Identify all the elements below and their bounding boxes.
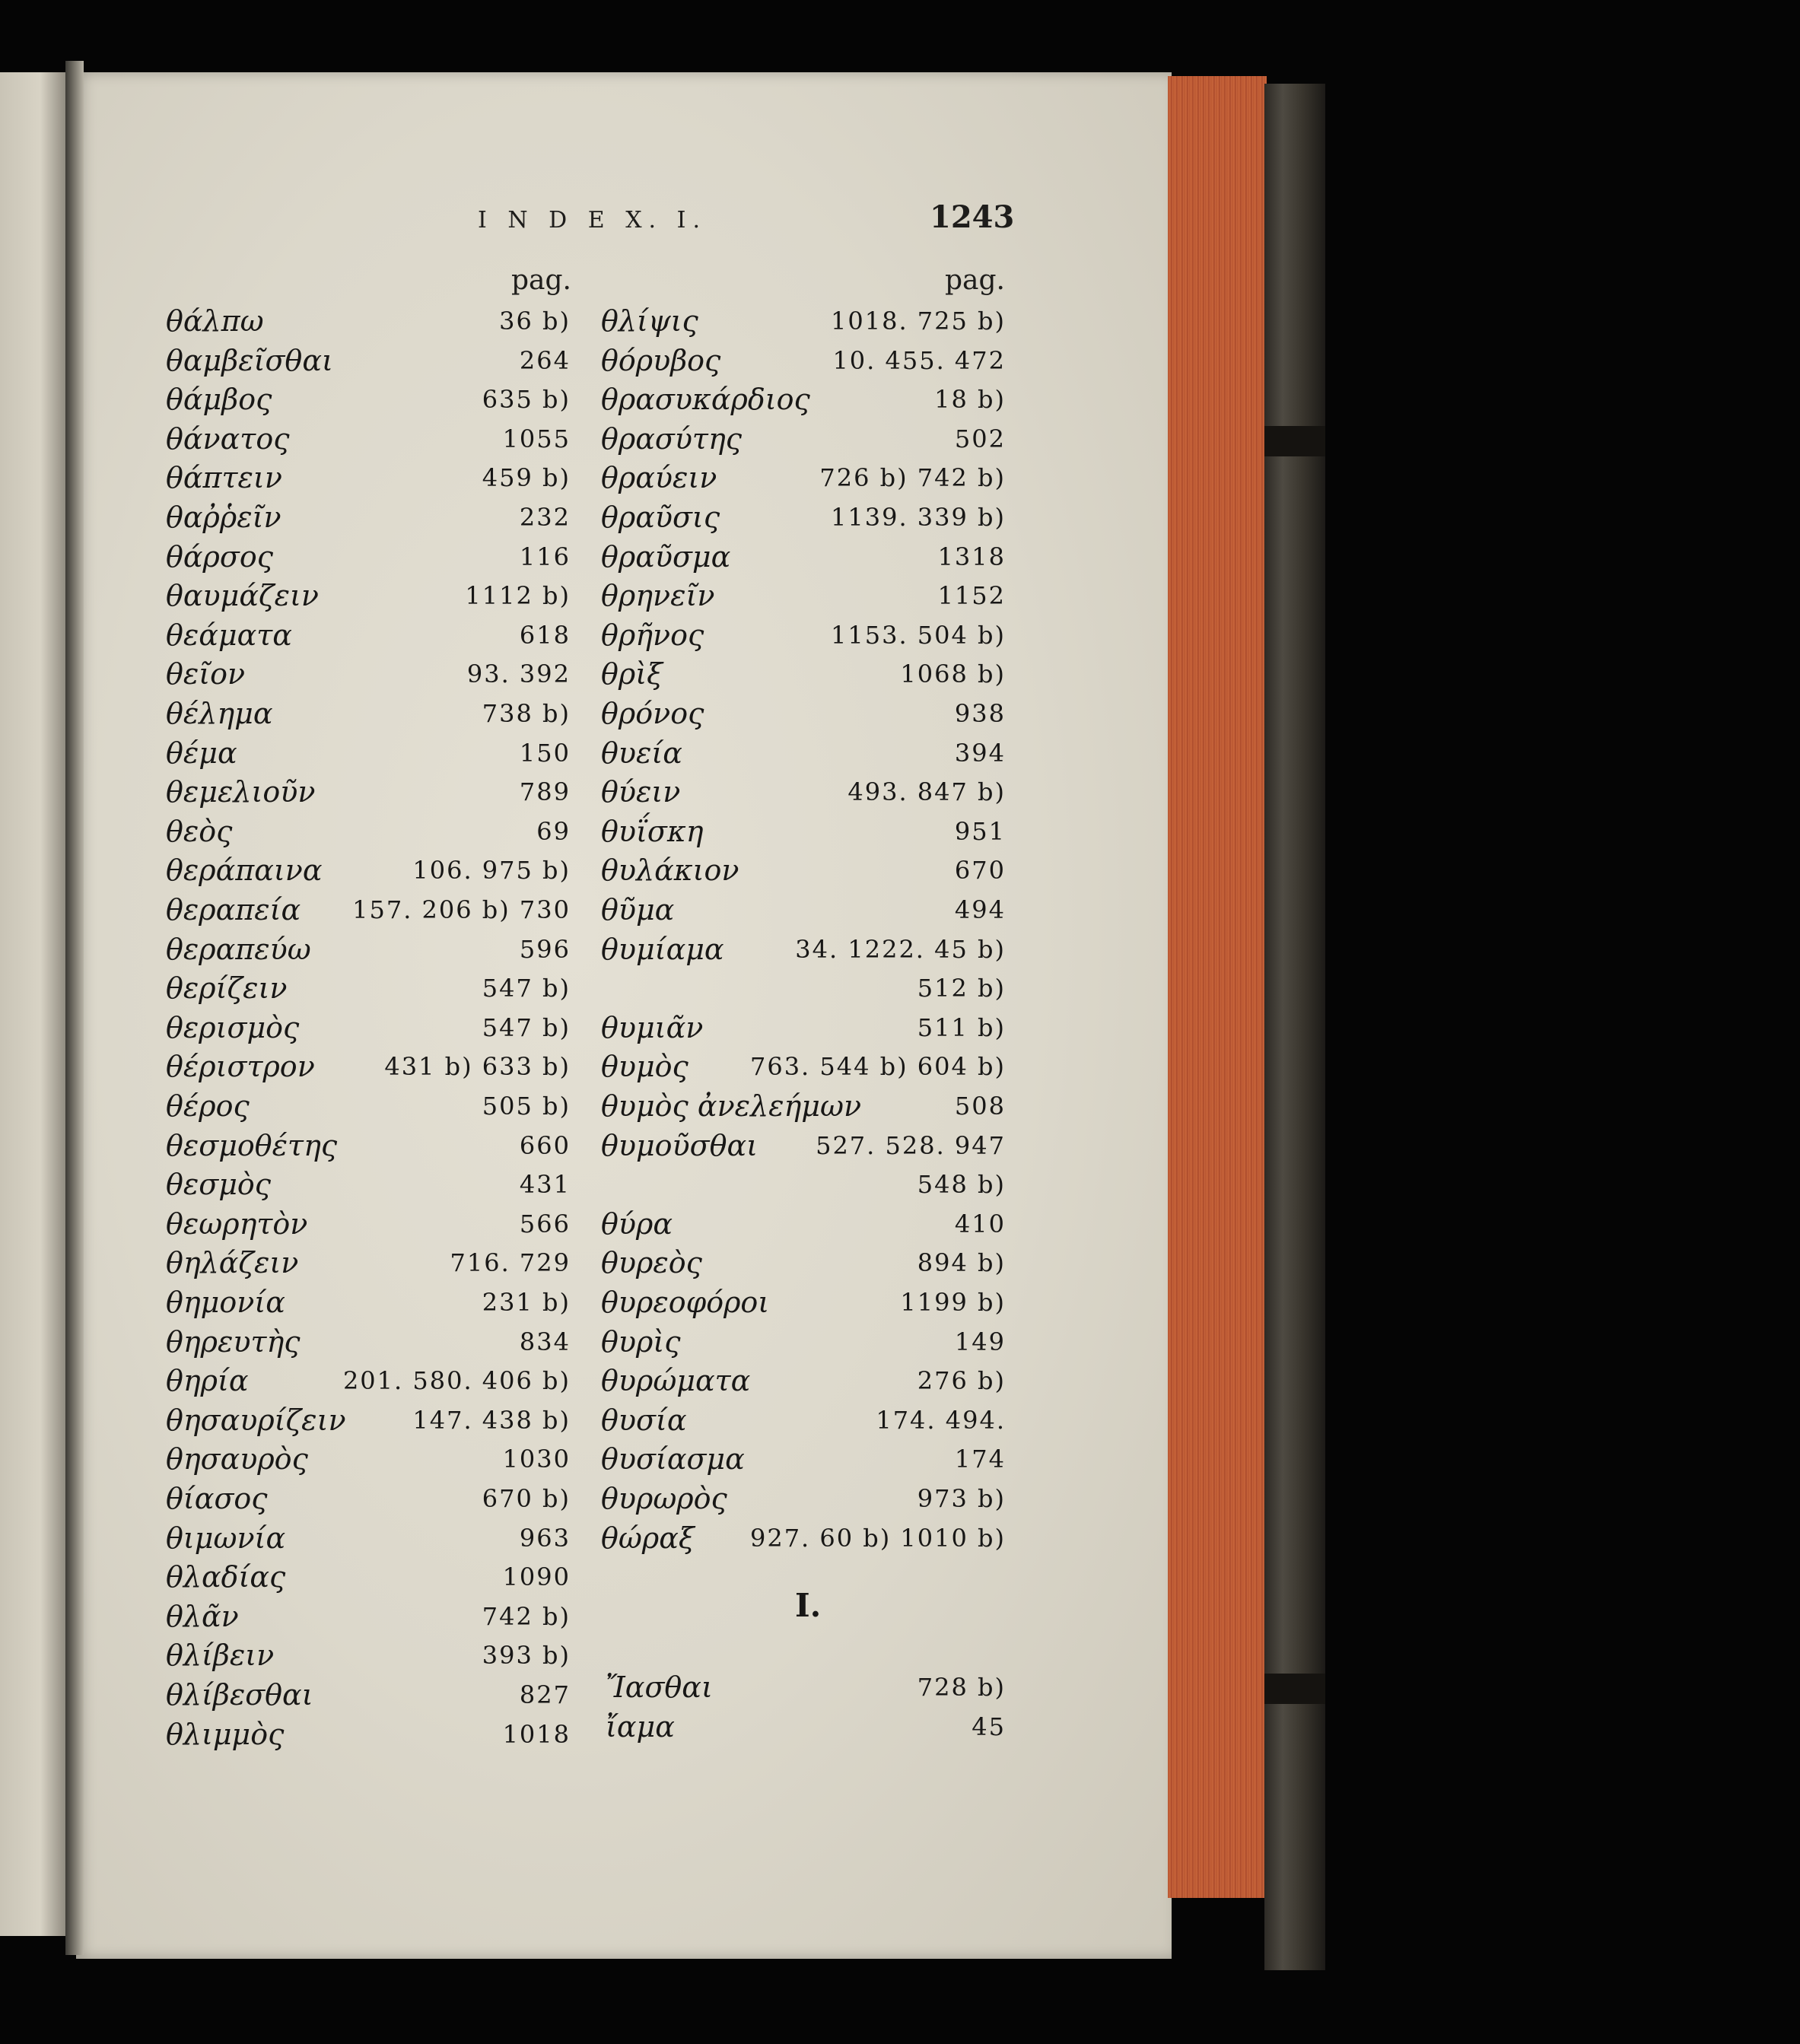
- index-entry: [601, 850, 1006, 890]
- entry-page-ref: 670: [954, 856, 1006, 885]
- entry-term: θημονία: [166, 1286, 285, 1319]
- entry-page-ref: 502: [954, 424, 1006, 453]
- entry-page-ref: 670 b): [482, 1484, 571, 1513]
- entry-term: θυΐσκη: [601, 814, 704, 848]
- entry-term: θρόνος: [601, 697, 704, 730]
- entry-term: θέρος: [166, 1089, 250, 1123]
- entry-page-ref: 116: [519, 542, 571, 571]
- index-entry: [601, 419, 1006, 459]
- entry-page-ref: 763. 544 b) 604 b): [749, 1052, 1006, 1082]
- facing-page-edge: [0, 72, 67, 1936]
- entry-page-ref: 660: [519, 1130, 571, 1160]
- index-entry: [166, 1086, 571, 1126]
- entry-term: θάρσος: [166, 539, 273, 574]
- index-entry: [166, 1126, 571, 1165]
- index-entry: [166, 576, 571, 615]
- entry-page-ref: 36 b): [499, 307, 571, 335]
- entry-term: θυμὸς: [601, 1050, 689, 1084]
- index-entry: [601, 890, 1006, 930]
- index-entry: [166, 1636, 571, 1675]
- entry-page-ref: 635 b): [482, 385, 571, 415]
- entry-term: θέμα: [166, 736, 237, 770]
- entry-page-ref: 93. 392: [466, 660, 571, 689]
- section-heading: I.: [795, 1587, 822, 1624]
- entry-page-ref: 1055: [502, 424, 571, 453]
- entry-term: θηλάζειν: [166, 1246, 299, 1280]
- entry-page-ref: 716. 729: [450, 1248, 571, 1278]
- index-entry: [601, 1283, 1006, 1322]
- entry-page-ref: 232: [519, 503, 571, 532]
- entry-page-ref: 1153. 504 b): [831, 620, 1006, 650]
- entry-term: θαμβεῖσθαι: [166, 343, 333, 377]
- entry-page-ref: 174: [954, 1445, 1006, 1474]
- entry-term: θεῖον: [166, 657, 246, 691]
- entry-term: θραῦσις: [601, 501, 720, 534]
- left-column-header: pag.: [511, 265, 571, 296]
- index-entry: [166, 1008, 571, 1047]
- entry-term: θηρευτὴς: [166, 1324, 301, 1359]
- entry-page-ref: 34. 1222. 45 b): [795, 934, 1006, 964]
- index-entry: [166, 890, 571, 930]
- entry-term: θεάματα: [166, 618, 292, 652]
- index-entry: [166, 1204, 571, 1244]
- entry-term: θρασύτης: [601, 421, 742, 456]
- entry-term: θησαυρὸς: [166, 1442, 308, 1477]
- entry-term: θυρωρὸς: [601, 1482, 727, 1515]
- entry-term: θάπτειν: [166, 461, 282, 495]
- index-entry: [166, 419, 571, 459]
- entry-page-ref: 738 b): [482, 699, 571, 728]
- index-entry: [166, 1047, 571, 1086]
- entry-term: θυρὶς: [601, 1324, 681, 1359]
- entry-term: θυλάκιον: [601, 854, 739, 888]
- index-entry: [601, 301, 1006, 341]
- index-entry: [601, 930, 1006, 969]
- entry-term: θαυμάζειν: [166, 579, 319, 613]
- entry-page-ref: 147. 438 b): [412, 1405, 571, 1435]
- entry-term: θυρώματα: [601, 1364, 751, 1398]
- right-column-header: pag.: [945, 265, 1005, 296]
- entry-term: θόρυβος: [601, 343, 721, 377]
- entry-term: θυμοῦσθαι: [601, 1128, 758, 1162]
- index-entry: [166, 537, 571, 577]
- index-entry: [601, 1008, 1006, 1047]
- entry-page-ref: 45: [972, 1712, 1006, 1741]
- index-entry: [166, 1675, 571, 1715]
- entry-page-ref: 1318: [937, 542, 1006, 571]
- entry-page-ref: 1030: [502, 1445, 571, 1474]
- index-entry: [166, 1165, 571, 1204]
- index-entry: [601, 497, 1006, 537]
- entry-term: θάνατος: [166, 421, 290, 456]
- index-entry: [166, 1361, 571, 1400]
- entry-term: θρὶξ: [601, 657, 663, 691]
- index-entry: [166, 968, 571, 1008]
- index-entry: [166, 1322, 571, 1362]
- entry-term: θύειν: [601, 775, 681, 809]
- index-entry: [166, 850, 571, 890]
- book-gutter: [65, 61, 84, 1955]
- entry-page-ref: 927. 60 b) 1010 b): [749, 1523, 1006, 1553]
- index-entry: [601, 968, 1006, 1008]
- entry-term: θλαδίας: [166, 1560, 286, 1594]
- entry-page-ref: 459 b): [482, 463, 571, 493]
- index-entry: [166, 812, 571, 851]
- index-entry: [601, 615, 1006, 655]
- red-page-edges: [1168, 76, 1267, 1898]
- index-entry: [606, 1667, 1006, 1707]
- entry-page-ref: 157. 206 b) 730: [352, 895, 571, 924]
- entry-term: θρασυκάρδιος: [601, 383, 810, 417]
- entry-page-ref: 834: [519, 1327, 571, 1356]
- entry-term: θυμὸς ἀνελεήμων: [601, 1089, 862, 1123]
- entry-page-ref: 951: [954, 816, 1006, 846]
- index-entry: [601, 654, 1006, 694]
- entry-term: θεράπαινα: [166, 854, 323, 888]
- entry-page-ref: 1068 b): [900, 660, 1006, 689]
- index-entry: [166, 930, 571, 969]
- entry-term: θρηνεῖν: [601, 579, 715, 613]
- entry-page-ref: 789: [519, 777, 571, 807]
- index-entry: [601, 576, 1006, 615]
- entry-page-ref: 493. 847 b): [848, 777, 1006, 807]
- entry-page-ref: 963: [519, 1523, 571, 1553]
- entry-term: θυρεὸς: [601, 1246, 702, 1280]
- entry-page-ref: 1139. 339 b): [831, 503, 1006, 532]
- entry-term: θώραξ: [601, 1521, 695, 1555]
- entry-page-ref: 264: [519, 345, 571, 375]
- entry-page-ref: 1152: [937, 581, 1006, 611]
- entry-term: θεμελιοῦν: [166, 775, 316, 809]
- entry-term: θάλπω: [166, 304, 264, 338]
- entry-term: θλιμμὸς: [166, 1717, 285, 1751]
- index-entry: [601, 458, 1006, 497]
- index-entry: [601, 1086, 1006, 1126]
- entry-term: θέλημα: [166, 697, 273, 730]
- entry-term: θησαυρίζειν: [166, 1403, 346, 1437]
- entry-term: θλίψις: [601, 304, 698, 338]
- entry-term: θερισμὸς: [166, 1010, 300, 1044]
- entry-page-ref: 410: [954, 1209, 1006, 1238]
- entry-page-ref: 394: [954, 738, 1006, 768]
- entry-term: θέριστρον: [166, 1050, 315, 1084]
- index-entry: [166, 654, 571, 694]
- entry-term: θυσίασμα: [601, 1442, 745, 1477]
- entry-page-ref: 431 b) 633 b): [384, 1052, 571, 1082]
- index-entry: [166, 301, 571, 341]
- entry-term: θιμωνία: [166, 1521, 286, 1555]
- entry-term: θραῦσμα: [601, 539, 731, 574]
- entry-page-ref: 431: [519, 1170, 571, 1200]
- index-entry: [601, 537, 1006, 577]
- entry-term: ἴαμα: [606, 1709, 675, 1744]
- entry-page-ref: 827: [519, 1680, 571, 1709]
- index-entry: [166, 1400, 571, 1440]
- entry-page-ref: 69: [536, 816, 571, 846]
- index-entry: [601, 1204, 1006, 1244]
- entry-page-ref: 527. 528. 947: [816, 1130, 1006, 1160]
- index-entry: [601, 1400, 1006, 1440]
- spine-band: [1264, 426, 1325, 456]
- index-entry: [166, 1597, 571, 1636]
- index-entry: [166, 1518, 571, 1558]
- entry-term: θλᾶν: [166, 1599, 239, 1633]
- index-entry: [166, 341, 571, 380]
- entry-term: θάμβος: [166, 383, 272, 417]
- entry-page-ref: 18 b): [934, 385, 1006, 415]
- entry-page-ref: 174. 494.: [876, 1405, 1006, 1435]
- index-entry: [166, 1715, 571, 1754]
- entry-term: θίασος: [166, 1482, 268, 1515]
- entry-page-ref: 938: [954, 699, 1006, 728]
- entry-page-ref: 505 b): [482, 1092, 571, 1121]
- entry-page-ref: 106. 975 b): [412, 856, 571, 885]
- entry-page-ref: 149: [954, 1327, 1006, 1356]
- entry-page-ref: 508: [954, 1092, 1006, 1121]
- index-entry: [601, 380, 1006, 419]
- entry-term: θερίζειν: [166, 971, 288, 1006]
- index-entry: [601, 1439, 1006, 1479]
- index-entry: [166, 1243, 571, 1283]
- index-entry: [166, 497, 571, 537]
- entry-page-ref: 894 b): [917, 1248, 1006, 1278]
- entry-term: θεωρητὸν: [166, 1206, 308, 1241]
- entry-term: θυεία: [601, 736, 682, 770]
- entry-term: θαῤῥεῖν: [166, 501, 281, 534]
- index-entry: [166, 1283, 571, 1322]
- index-entry: [601, 1126, 1006, 1165]
- entry-page-ref: 726 b) 742 b): [819, 463, 1006, 493]
- entry-term: θῦμα: [601, 893, 675, 927]
- entry-page-ref: 547 b): [482, 1012, 571, 1042]
- index-entry: [166, 772, 571, 812]
- index-entry: [601, 812, 1006, 851]
- index-entry: [601, 1243, 1006, 1283]
- entry-term: θυρεοφόροι: [601, 1286, 770, 1319]
- entry-term: θλίβεσθαι: [166, 1678, 313, 1712]
- entry-page-ref: 973 b): [917, 1484, 1006, 1513]
- index-entry: [166, 1479, 571, 1518]
- spine-band: [1264, 1674, 1325, 1704]
- entry-page-ref: 1018. 725 b): [831, 307, 1006, 335]
- entry-page-ref: 511 b): [917, 1012, 1006, 1042]
- index-entry: [601, 694, 1006, 733]
- entry-page-ref: 742 b): [482, 1601, 571, 1631]
- entry-page-ref: 1199 b): [900, 1288, 1006, 1317]
- index-entry: [606, 1707, 1006, 1747]
- entry-page-ref: 1112 b): [465, 581, 571, 611]
- entry-term: θραύειν: [601, 461, 717, 495]
- index-entry: [601, 1322, 1006, 1362]
- entry-term: Ἴασθαι: [606, 1670, 713, 1704]
- entry-page-ref: 728 b): [917, 1673, 1006, 1702]
- index-entry: [601, 1165, 1006, 1204]
- entry-page-ref: 494: [954, 895, 1006, 924]
- index-entry: [601, 772, 1006, 812]
- entry-term: θεσμὸς: [166, 1168, 272, 1202]
- entry-term: θυμίαμα: [601, 932, 724, 966]
- entry-page-ref: 566: [519, 1209, 571, 1238]
- entry-page-ref: 276 b): [917, 1366, 1006, 1396]
- entry-term: θεραπεία: [166, 893, 301, 927]
- entry-term: θεσμοθέτης: [166, 1128, 338, 1162]
- entry-page-ref: 596: [519, 934, 571, 964]
- entry-page-ref: 393 b): [482, 1641, 571, 1670]
- entry-page-ref: 231 b): [482, 1288, 571, 1317]
- index-entry: [601, 733, 1006, 773]
- index-entry: [166, 380, 571, 419]
- entry-term: θεὸς: [166, 814, 233, 848]
- entry-page-ref: 548 b): [917, 1170, 1006, 1200]
- entry-term: θλίβειν: [166, 1639, 275, 1673]
- entry-page-ref: 1018: [502, 1719, 571, 1749]
- entry-page-ref: 512 b): [917, 974, 1006, 1003]
- entry-term: θύρα: [601, 1206, 673, 1241]
- index-entry: [166, 615, 571, 655]
- index-entry: [601, 1518, 1006, 1558]
- entry-page-ref: 618: [519, 620, 571, 650]
- index-entry: [166, 694, 571, 733]
- index-entry: [166, 1557, 571, 1597]
- index-entry: [601, 341, 1006, 380]
- index-entry: [166, 458, 571, 497]
- entry-term: θεραπεύω: [166, 932, 311, 966]
- entry-page-ref: 150: [519, 738, 571, 768]
- entry-page-ref: 201. 580. 406 b): [342, 1366, 571, 1396]
- entry-page-ref: 1090: [502, 1562, 571, 1592]
- page-number: 1243: [930, 199, 1015, 235]
- index-entry: [601, 1361, 1006, 1400]
- index-entry: [166, 733, 571, 773]
- entry-term: θηρία: [166, 1364, 249, 1398]
- entry-term: θρῆνος: [601, 618, 704, 652]
- entry-term: θυμιᾶν: [601, 1010, 704, 1044]
- index-entry: [601, 1479, 1006, 1518]
- entry-page-ref: 10. 455. 472: [832, 345, 1006, 375]
- index-entry: [601, 1047, 1006, 1086]
- index-entry: [166, 1439, 571, 1479]
- running-header: I N D E X. I.: [478, 207, 708, 234]
- entry-page-ref: 547 b): [482, 974, 571, 1003]
- entry-term: θυσία: [601, 1403, 687, 1437]
